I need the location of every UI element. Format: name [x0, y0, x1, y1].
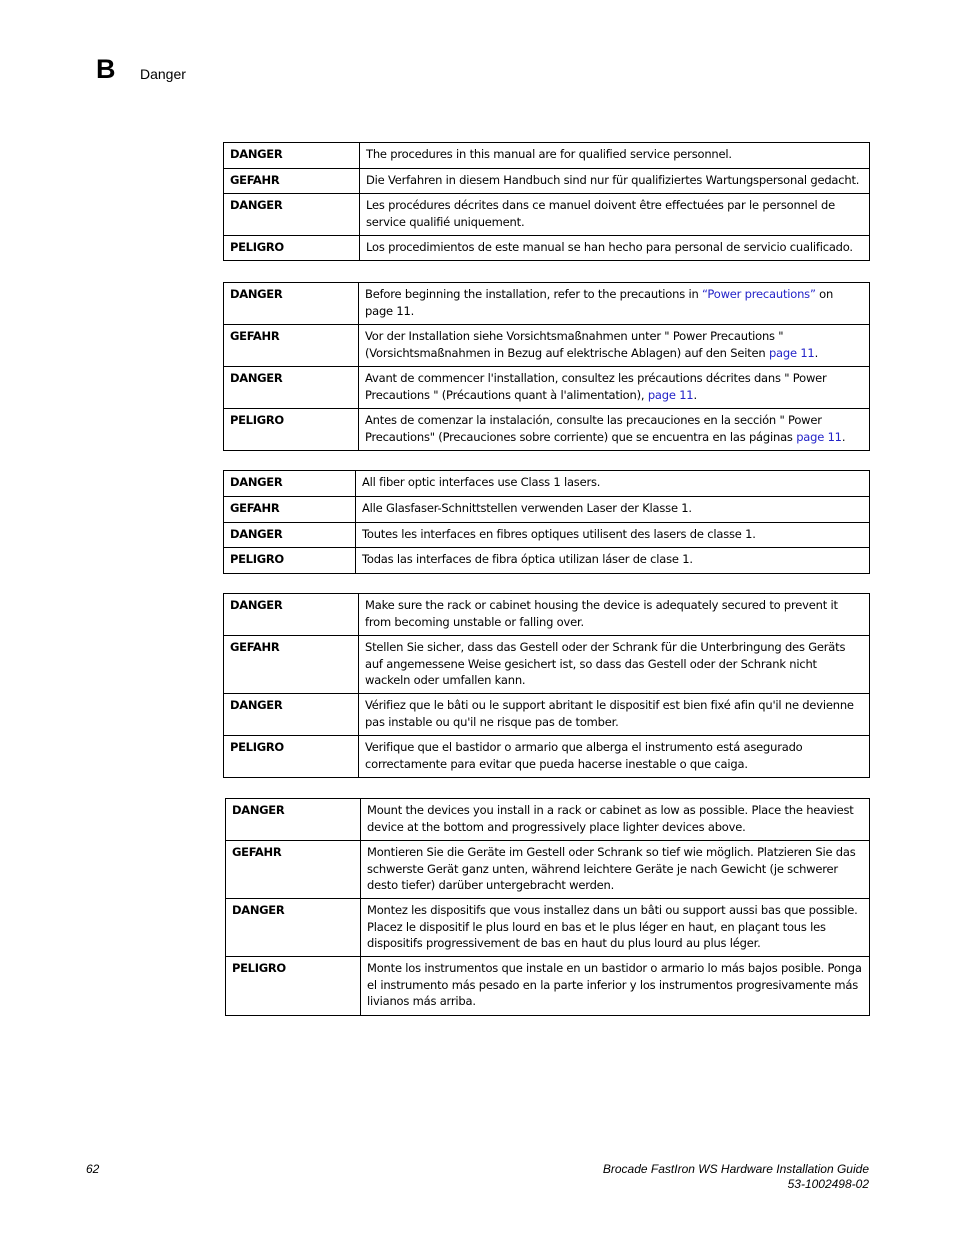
- keyword-cell: DANGER: [224, 283, 359, 325]
- table-row: [224, 143, 870, 169]
- text-cell: All fiber optic interfaces use Class 1 lasers.: [356, 471, 870, 497]
- keyword-cell: GEFAHR: [224, 636, 359, 694]
- keyword-cell: DANGER: [224, 143, 360, 169]
- keyword-cell: DANGER: [224, 594, 359, 636]
- text-cell: Die Verfahren in diesem Handbuch sind nur für qualifiziertes Wartungspersonal gedacht.: [360, 169, 870, 194]
- text-cell: Montez les dispositifs que vous installez dans un bâti ou support aussi bas que possible. Placez le dispositif le plus lourd en bas et le plus léger en haut, en plaçant tous les dispositifs progressivement de bas en haut du plus lourd au plus léger.: [361, 899, 870, 957]
- text-cell: [359, 325, 870, 367]
- keyword-cell: DANGER: [226, 899, 361, 957]
- text-before-link: Avant de commencer l'installation, consultez les précautions décrites dans " Power Precautions " (Précautions quant à l'alimentation),: [365, 371, 827, 402]
- text-cell: Make sure the rack or cabinet housing the device is adequately secured to prevent it from becoming unstable or falling over.: [359, 594, 870, 636]
- doc-number: 53-1002498-02: [787, 1177, 869, 1191]
- text-cell: The procedures in this manual are for qualified service personnel.: [360, 143, 870, 169]
- text-cell: Alle Glasfaser-Schnittstellen verwenden Laser der Klasse 1.: [356, 497, 870, 523]
- table-row: [224, 694, 870, 736]
- text-cell: Montieren Sie die Geräte im Gestell oder Schrank so tief wie möglich. Platzieren Sie das schwerste Gerät ganz unten, während leichtere Geräte je nach Gewicht (je schwerer desto tiefer) darüber untergebracht werden.: [361, 841, 870, 899]
- keyword-cell: DANGER: [224, 194, 360, 236]
- chapter-letter: B: [96, 54, 116, 84]
- danger-table-rack-secured: [223, 593, 870, 778]
- doc-title: Brocade FastIron WS Hardware Installation Guide: [602, 1162, 869, 1176]
- table-row: [226, 957, 870, 1016]
- page-link[interactable]: page 11: [796, 429, 842, 444]
- keyword-cell: PELIGRO: [224, 548, 356, 574]
- table-row: [224, 194, 870, 236]
- page-link[interactable]: page 11: [647, 387, 694, 402]
- keyword-cell: PELIGRO: [224, 409, 359, 451]
- section-title: Danger: [140, 66, 186, 82]
- text-before-link: Antes de comenzar la instalación, consulte las precauciones en la sección " Power Precautions" (Precauciones sobre corriente) que se encuentra en las páginas: [365, 413, 822, 444]
- danger-table-mount-low: [225, 798, 870, 1016]
- page-link[interactable]: page 11: [768, 345, 815, 360]
- text-cell: Les procédures décrites dans ce manuel doivent être effectuées par le personnel de service qualifié uniquement.: [360, 194, 870, 236]
- table-row: [224, 471, 870, 497]
- keyword-cell: PELIGRO: [224, 236, 360, 261]
- text-after-link: .: [814, 345, 819, 360]
- table-row: [226, 899, 870, 957]
- text-cell: Mount the devices you install in a rack or cabinet as low as possible. Place the heaviest device at the bottom and progressively place lighter devices above.: [361, 799, 870, 841]
- text-before-link: Before beginning the installation, refer to the precautions in: [365, 287, 702, 301]
- table-row: [224, 736, 870, 778]
- text-cell: [359, 283, 870, 325]
- text-after-link: .: [693, 387, 697, 402]
- text-cell: Toutes les interfaces en fibres optiques utilisent des lasers de classe 1.: [356, 523, 870, 548]
- table-row: [224, 236, 870, 261]
- text-cell: Verifique que el bastidor o armario que alberga el instrumento está asegurado correctamente para evitar que pueda hacerse inestable o que caiga.: [359, 736, 870, 778]
- text-cell: [359, 409, 870, 451]
- text-cell: [359, 367, 870, 409]
- text-cell: Vérifiez que le bâti ou le support abritant le dispositif est bien fixé afin qu'il ne devienne pas instable ou qu'il ne risque pas de tomber.: [359, 694, 870, 736]
- text-cell: Los procedimientos de este manual se han hecho para personal de servicio cualificado.: [360, 236, 870, 261]
- text-cell: Monte los instrumentos que instale en un bastidor o armario lo más bajos posible. Ponga el instrumento más pesado en la parte inferior y los instrumentos progresivamente más livianos más arriba.: [361, 957, 870, 1016]
- text-after-link: .: [841, 429, 846, 444]
- text-after-link: on page 11.: [365, 287, 834, 318]
- table-row: [224, 594, 870, 636]
- danger-table-fiber-lasers: [223, 470, 870, 574]
- keyword-cell: DANGER: [224, 523, 356, 548]
- keyword-cell: GEFAHR: [224, 497, 356, 523]
- danger-table-qualified-personnel: [223, 142, 870, 261]
- text-cell: Todas las interfaces de fibra óptica utilizan láser de clase 1.: [356, 548, 870, 574]
- keyword-cell: DANGER: [224, 471, 356, 497]
- keyword-cell: DANGER: [224, 367, 359, 409]
- table-row: [224, 636, 870, 694]
- keyword-cell: DANGER: [224, 694, 359, 736]
- page-number: 62: [86, 1162, 100, 1176]
- text-cell: Stellen Sie sicher, dass das Gestell oder der Schrank für die Unterbringung des Geräts auf angemessene Weise gesichert ist, so dass das Gestell oder der Schrank nicht wackeln oder umfallen kann.: [359, 636, 870, 694]
- text-before-link: Vor der Installation siehe Vorsichtsmaßnahmen unter " Power Precautions " (Vorsichtsmaßnahmen in Bezug auf elektrische Ablagen) auf den Seiten: [365, 329, 784, 360]
- table-row: [224, 548, 870, 574]
- keyword-cell: PELIGRO: [226, 957, 361, 1016]
- power-precautions-link[interactable]: “Power precautions”: [702, 287, 816, 301]
- keyword-cell: GEFAHR: [224, 169, 360, 194]
- danger-table-power-precautions: [223, 282, 870, 451]
- keyword-cell: PELIGRO: [224, 736, 359, 778]
- table-row: [224, 169, 870, 194]
- keyword-cell: DANGER: [226, 799, 361, 841]
- table-row: [226, 841, 870, 899]
- keyword-cell: GEFAHR: [226, 841, 361, 899]
- table-row: [224, 283, 870, 325]
- footer-doc-info: [603, 1162, 869, 1192]
- table-row: [226, 799, 870, 841]
- table-row: [224, 523, 870, 548]
- table-row: [224, 409, 870, 451]
- keyword-cell: GEFAHR: [224, 325, 359, 367]
- table-row: [224, 497, 870, 523]
- table-row: [224, 325, 870, 367]
- table-row: [224, 367, 870, 409]
